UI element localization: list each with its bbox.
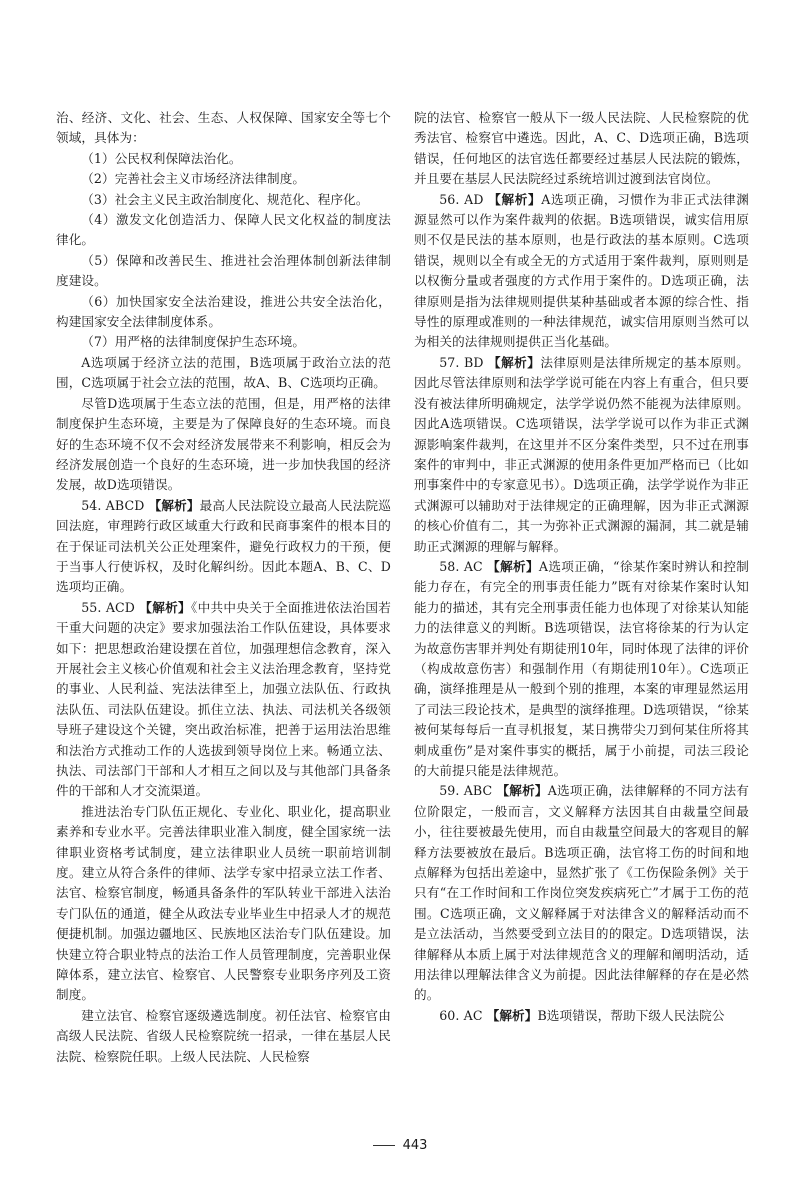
- paragraph: [56, 496, 391, 598]
- paragraph-text: （3）社会主义民主政治制度化、规范化、程序化。: [81, 191, 369, 207]
- paragraph-text: （2）完善社会主义市场经济法律制度。: [81, 171, 306, 187]
- paragraph-text: 治、经济、文化、社会、生态、人权保障、国家安全等七个领域，具体为：: [56, 110, 391, 146]
- answer-number: 58. AC: [439, 558, 483, 574]
- paragraph-text: A选项正确，习惯作为非正式法律渊源显然可以作为案件裁判的依据。B选项错误，诚实信用原则不仅是民法的基本原则，也是行政法的基本原则。C选项错误，规则以全有或全无的方式适用于案件裁判，原则则是以权衡分量或者强度的方式作用于案件的。D选项正确，法律原则是指为法律规则提供某种基础或者本源的综合性、指导性的原理或准则的一种法律规范，诚实信用原则当然可以为相关的法律规则提供正当化基础。: [414, 191, 749, 350]
- analysis-tag: 【解析】: [496, 783, 548, 799]
- paragraph: [56, 149, 391, 169]
- page-footer: [0, 1138, 800, 1153]
- paragraph: [414, 557, 749, 781]
- paragraph-text: B选项错误，帮助下级人民法院公: [537, 1007, 725, 1023]
- paragraph-text: （1）公民权利保障法治化。: [81, 150, 242, 166]
- paragraph-text: 院的法官、检察官一般从下一级人民法院、人民检察院的优秀法官、检察官中遴选。因此，A、C、D选项正确，B选项错误，任何地区的法官选任都要经过基层人民法院的锻炼，并且要在基层人民法院经过系统培训过渡到法官岗位。: [414, 110, 749, 187]
- paragraph: [56, 394, 391, 496]
- paragraph: [414, 1006, 749, 1026]
- paragraph-text: 《中共中央关于全面推进依法治国若干重大问题的决定》要求加强法治工作队伍建设，具体要求如下：把思想政治建设摆在首位，加强理想信念教育，深入开展社会主义核心价值观和社会主义法治理念教育，坚持党的事业、人民利益、宪法法律至上，加强立法队伍、行政执法队伍、司法队伍建设。抓住立法、执法、司法机关各级领导班子建设这个关键，突出政治标准，把善于运用法治思维和法治方式推动工作的人选拔到领导岗位上来。畅通立法、执法、司法部门干部和人才相互之间以及与其他部门具备条件的干部和人才交流渠道。: [56, 599, 392, 799]
- paragraph-text: （4）激发文化创造活力、保障人民文化权益的制度法律化。: [56, 212, 391, 248]
- paragraph-text: A选项正确，“徐某作案时辨认和控制能力存在，有完全的刑事责任能力”既有对徐某作案时认知能力的描述，其有完全刑事责任能力也体现了对徐某认知能力的法律意义的判断。B选项错误，法官将徐某的行为认定为故意伤害罪并判处有期徒刑10年，同时体现了法律的评价（构成故意伤害）和强制作用（有期徒刑10年）。C选项正确，演绎推理是从一般到个别的推理，本案的审理显然运用了司法三段论技术，是典型的演绎推理。D选项错误，“徐某被何某每每后一直寻机报复，某日携带尖刀到何某住所将其刺成重伤”是对案件事实的概括，属于小前提，司法三段论的大前提只能是法律规范。: [414, 558, 749, 778]
- document-page: [52, 108, 750, 1128]
- paragraph-text: 法律原则是法律所规定的基本原则。因此尽管法律原则和法学学说可能在内容上有重合，但只要没有被法律所明确规定，法学学说仍然不能视为法律原则。因此A选项错误。C选项错误，法学学说可以作为非正式渊源影响案件裁判，在这里并不区分案件类型，只不过在刑事案件的审判中，非正式渊源的使用条件更加严格而已（比如刑事案件中的专家意见书）。D选项正确，法学学说作为非正式渊源可以辅助对于法律规定的正确理解，因为非正式渊源的核心价值有二，其一为弥补正式渊源的漏洞，其二就是辅助正式渊源的理解与解释。: [414, 354, 750, 554]
- paragraph-text: 最高人民法院设立最高人民法院巡回法庭，审理跨行政区域重大行政和民商事案件的根本目的在于保证司法机关公正处理案件，避免行政权力的干预，便于当事人行使诉权，及时化解纠纷。因此本题A、B、C、D选项均正确。: [56, 497, 391, 595]
- analysis-tag: 【解析】: [488, 191, 542, 207]
- paragraph: [56, 353, 391, 394]
- paragraph: [56, 251, 391, 292]
- paragraph-text: 尽管D选项属于生态立法的范围，但是，用严格的法律制度保护生态环境，主要是为了保障良好的生态环境。而良好的生态环境不仅不会对经济发展带来不利影响，相反会为经济发展创造一个良好的生态环境，进一步加快我国的经济发展，故D选项错误。: [56, 395, 391, 493]
- paragraph: [414, 108, 749, 190]
- paragraph: [414, 190, 749, 353]
- paragraph-text: （6）加快国家安全法治建设，推进公共安全法治化，构建国家安全法律制度体系。: [56, 293, 391, 330]
- left-column: [56, 108, 391, 1067]
- paragraph-text: （5）保障和改善民生、推进社会治理体制创新法律制度建设。: [56, 252, 391, 289]
- right-column: [414, 108, 749, 1026]
- analysis-tag: 【解析】: [488, 354, 541, 370]
- analysis-tag: 【解析】: [486, 1007, 538, 1023]
- answer-number: 54. ABCD: [81, 497, 145, 513]
- answer-number: 55. ACD: [81, 599, 135, 615]
- paragraph-text: A选项属于经济立法的范围，B选项属于政治立法的范围，C选项属于社会立法的范围，故A、B、C选项均正确。: [56, 354, 391, 391]
- paragraph: [56, 108, 391, 149]
- paragraph-text: 建立法官、检察官逐级遴选制度。初任法官、检察官由高级人民法院、省级人民检察院统一招录，一律在基层人民法院、检察院任职。上级人民法院、人民检察: [56, 1007, 391, 1064]
- paragraph-text: A选项正确，法律解释的不同方法有位阶限定，一般而言，文义解释方法因其自由裁量空间最小，往往要被最先使用，而自由裁量空间最大的客观目的解释方法要被放在最后。B选项正确，法官将工伤的时间和地点解释为包括出差途中，显然扩张了《工伤保险条例》关于只有“在工作时间和工作岗位突发疾病死亡”才属于工伤的范围。C选项正确，文义解释属于对法律含义的解释活动而不是立法活动，当然要受到立法目的的限定。D选项错误，法律解释从本质上属于对法律规范含义的理解和阐明活动，适用法律以理解法律含义为前提。因此法律解释的存在是必然的。: [414, 783, 750, 1003]
- answer-number: 60. AC: [439, 1007, 483, 1023]
- paragraph: [56, 190, 391, 210]
- footer-dash: [373, 1145, 395, 1146]
- paragraph: [56, 292, 391, 333]
- answer-number: 56. AD: [439, 191, 484, 207]
- analysis-tag: 【解析】: [139, 599, 191, 615]
- analysis-tag: 【解析】: [487, 558, 539, 574]
- paragraph: [414, 781, 749, 1005]
- paragraph: [56, 169, 391, 189]
- page-number: 443: [402, 1138, 428, 1153]
- paragraph-text: （7）用严格的法律制度保护生态环境。: [81, 334, 306, 350]
- paragraph: [56, 598, 391, 802]
- paragraph: [56, 802, 391, 1006]
- paragraph: [56, 210, 391, 251]
- paragraph: [56, 1006, 391, 1067]
- answer-number: 59. ABC: [439, 783, 493, 799]
- analysis-tag: 【解析】: [148, 497, 200, 513]
- paragraph-text: 推进法治专门队伍正规化、专业化、职业化，提高职业素养和专业水平。完善法律职业准入制度，健全国家统一法律职业资格考试制度，建立法律职业人员统一职前培训制度。建立从符合条件的律师、法学专家中招录立法工作者、法官、检察官制度，畅通具备条件的军队转业干部进入法治专门队伍的通道，健全从政法专业毕业生中招录人才的规范便捷机制。加强边疆地区、民族地区法治专门队伍建设。加快建立符合职业特点的法治工作人员管理制度，完善职业保障体系，建立法官、检察官、人民警察专业职务序列及工资制度。: [56, 803, 391, 1003]
- paragraph: [414, 353, 749, 557]
- answer-number: 57. BD: [439, 354, 484, 370]
- paragraph: [56, 332, 391, 352]
